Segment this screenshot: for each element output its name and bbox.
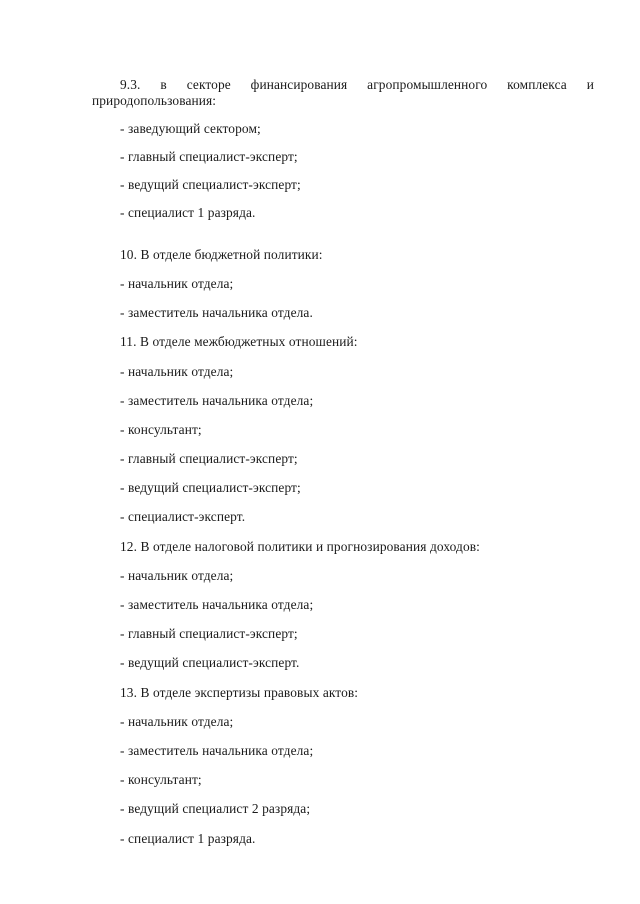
list-item: - главный специалист-эксперт; — [120, 626, 298, 641]
list-item: - заместитель начальника отдела; — [120, 597, 314, 612]
list-item: - начальник отдела; — [120, 276, 234, 291]
list-item: - главный специалист-эксперт; — [120, 149, 298, 164]
list-item: - ведущий специалист-эксперт; — [120, 480, 301, 495]
section-11-heading: 11. В отделе межбюджетных отношений: — [120, 334, 358, 349]
list-item: - ведущий специалист-эксперт; — [120, 177, 301, 192]
list-item: - ведущий специалист-эксперт. — [120, 655, 300, 670]
list-item: - специалист 1 разряда. — [120, 205, 256, 220]
section-13-heading: 13. В отделе экспертизы правовых актов: — [120, 685, 359, 700]
list-item: - заведующий сектором; — [120, 121, 261, 136]
list-item: - заместитель начальника отдела. — [120, 305, 313, 320]
list-item: - ведущий специалист 2 разряда; — [120, 801, 311, 816]
list-item: - начальник отдела; — [120, 714, 234, 729]
section-9-3-heading-line1: 9.3. в секторе финансирования агропромышленного комплекса и — [120, 77, 594, 92]
list-item: - начальник отдела; — [120, 364, 234, 379]
list-item: - консультант; — [120, 422, 202, 437]
list-item: - консультант; — [120, 772, 202, 787]
list-item: - заместитель начальника отдела; — [120, 393, 314, 408]
list-item: - главный специалист-эксперт; — [120, 451, 298, 466]
section-10-heading: 10. В отделе бюджетной политики: — [120, 247, 323, 262]
list-item: - специалист 1 разряда. — [120, 831, 256, 846]
list-item: - специалист-эксперт. — [120, 509, 246, 524]
section-12-heading: 12. В отделе налоговой политики и прогнозирования доходов: — [120, 539, 480, 554]
list-item: - начальник отдела; — [120, 568, 234, 583]
section-9-3-heading-line2: природопользования: — [92, 93, 217, 108]
list-item: - заместитель начальника отдела; — [120, 743, 314, 758]
